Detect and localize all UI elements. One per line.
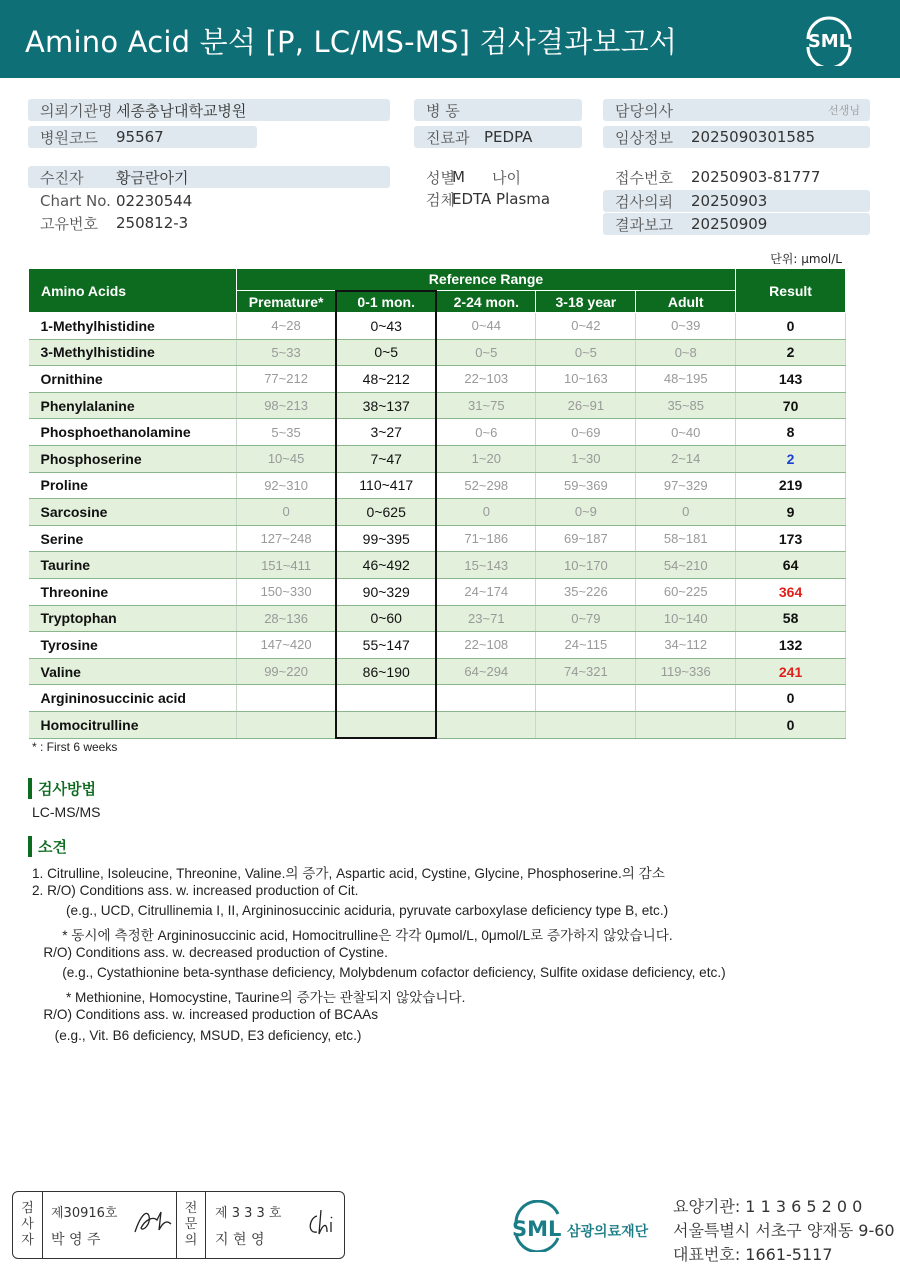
- range-3-18-year: 0~79: [536, 605, 636, 632]
- table-row: [29, 339, 846, 366]
- requester-value: 세종충남대학교병원: [116, 101, 247, 120]
- report-row: 결과보고 20250909: [603, 213, 870, 235]
- examiner-no: 제30916호: [51, 1206, 118, 1221]
- unit-label: 단위: μmol/L: [770, 252, 842, 266]
- ward-row: 병 동: [414, 99, 582, 121]
- hospital-code-row: 병원코드 95567: [28, 126, 257, 148]
- specialist-name: 지 현 영: [215, 1232, 265, 1248]
- premature-range: 150~330: [236, 578, 336, 605]
- adult-range: 35~85: [636, 392, 736, 419]
- col-2-24-mon: 2-24 mon.: [436, 291, 536, 313]
- org-name: 삼광의료재단: [567, 1224, 649, 1240]
- adult-range: 10~140: [636, 605, 736, 632]
- adult-range: 2~14: [636, 445, 736, 472]
- adult-range: [636, 685, 736, 712]
- result-value: 143: [736, 366, 846, 393]
- amino-acid-name: Taurine: [29, 552, 237, 579]
- premature-range: 0: [236, 499, 336, 526]
- premature-range: 147~420: [236, 632, 336, 659]
- findings-line: (e.g., Vit. B6 deficiency, MSUD, E3 deficiency, etc.): [32, 1027, 362, 1043]
- range-0-1-mon: 0~43: [336, 313, 436, 340]
- result-value: 0: [736, 313, 846, 340]
- range-0-1-mon: 90~329: [336, 578, 436, 605]
- sex-value: M: [452, 168, 465, 186]
- col-amino-acids: Amino Acids: [29, 269, 237, 313]
- range-3-18-year: 59~369: [536, 472, 636, 499]
- table-row: [29, 499, 846, 526]
- findings-line: R/O) Conditions ass. w. increased production of BCAAs: [32, 1006, 379, 1022]
- range-2-24-mon: 0~6: [436, 419, 536, 446]
- range-0-1-mon: 110~417: [336, 472, 436, 499]
- range-2-24-mon: 0~5: [436, 339, 536, 366]
- findings-line: (e.g., Cystathionine beta-synthase deficiency, Molybdenum cofactor deficiency, Sulfite oxidase deficiency, etc.): [32, 965, 726, 981]
- range-0-1-mon: 7~47: [336, 445, 436, 472]
- premature-range: 5~35: [236, 419, 336, 446]
- receipt-row: 접수번호 20250903-81777: [615, 168, 821, 187]
- chart-no-row: Chart No. 02230544: [40, 192, 193, 210]
- range-0-1-mon: 46~492: [336, 552, 436, 579]
- premature-range: 10~45: [236, 445, 336, 472]
- findings-line: (e.g., UCD, Citrullinemia I, II, Argininosuccinic aciduria, pyruvate carboxylase deficiency type B, etc.): [32, 903, 669, 919]
- table-row: [29, 525, 846, 552]
- footer-info: [673, 1195, 895, 1267]
- range-2-24-mon: 0: [436, 499, 536, 526]
- address: 서울특별시 서초구 양재동 9-60: [673, 1221, 895, 1240]
- patient-name-row: 수진자 황금란아기: [28, 166, 390, 188]
- chart-no-value: 02230544: [116, 192, 193, 210]
- amino-acid-name: Serine: [29, 525, 237, 552]
- range-2-24-mon: 24~174: [436, 578, 536, 605]
- result-value: 70: [736, 392, 846, 419]
- range-3-18-year: 69~187: [536, 525, 636, 552]
- amino-acid-name: Phosphoserine: [29, 445, 237, 472]
- specialist-label: 전 문 의: [176, 1192, 206, 1258]
- adult-range: 34~112: [636, 632, 736, 659]
- footer-logo-text: SML: [512, 1217, 562, 1241]
- amino-acid-name: Valine: [29, 658, 237, 685]
- premature-range: 98~213: [236, 392, 336, 419]
- specimen-row: 검체 EDTA Plasma: [426, 190, 551, 209]
- result-value: 241: [736, 658, 846, 685]
- col-3-18-year: 3-18 year: [536, 291, 636, 313]
- range-0-1-mon: 99~395: [336, 525, 436, 552]
- range-0-1-mon: 0~5: [336, 339, 436, 366]
- signature-box: [12, 1191, 345, 1259]
- amino-acid-table: [28, 268, 846, 739]
- amino-acid-name: Tryptophan: [29, 605, 237, 632]
- sex-age-row: 성별 M 나이: [426, 168, 521, 187]
- clinical-info-row: 임상정보 2025090301585: [603, 126, 870, 148]
- range-2-24-mon: [436, 685, 536, 712]
- footer-logo: [510, 1200, 660, 1256]
- table-row: [29, 313, 846, 340]
- table-row: [29, 711, 846, 738]
- department-row: 진료과 PEDPA: [414, 126, 582, 148]
- amino-acid-name: Argininosuccinic acid: [29, 685, 237, 712]
- amino-acid-name: Proline: [29, 472, 237, 499]
- range-2-24-mon: 64~294: [436, 658, 536, 685]
- adult-range: 0: [636, 499, 736, 526]
- premature-range: 92~310: [236, 472, 336, 499]
- examiner-name: 박 영 주: [51, 1232, 101, 1248]
- range-3-18-year: [536, 711, 636, 738]
- result-value: 0: [736, 685, 846, 712]
- range-3-18-year: 74~321: [536, 658, 636, 685]
- phone: 대표번호: 1661-5117: [673, 1245, 833, 1264]
- examiner-signature-icon: [131, 1206, 175, 1240]
- doctor-row: 담당의사 선생님: [603, 99, 870, 121]
- range-3-18-year: 0~69: [536, 419, 636, 446]
- result-value: 2: [736, 445, 846, 472]
- examiner-label: 검 사 자: [13, 1192, 43, 1258]
- premature-range: 151~411: [236, 552, 336, 579]
- table-row: [29, 685, 846, 712]
- method-value: LC-MS/MS: [32, 804, 101, 820]
- adult-range: 58~181: [636, 525, 736, 552]
- specimen-value: EDTA Plasma: [452, 190, 551, 208]
- institution-code: 요양기관: 1 1 3 6 5 2 0 0: [673, 1197, 863, 1216]
- range-3-18-year: 0~5: [536, 339, 636, 366]
- result-value: 9: [736, 499, 846, 526]
- report-date-value: 20250909: [691, 215, 768, 233]
- findings-line: 1. Citrulline, Isoleucine, Threonine, Valine.의 증가, Aspartic acid, Cystine, Glycine, Phosphoserine.의 감소: [32, 866, 665, 881]
- adult-range: 119~336: [636, 658, 736, 685]
- premature-range: 127~248: [236, 525, 336, 552]
- result-value: 2: [736, 339, 846, 366]
- table-row: [29, 605, 846, 632]
- table-row: [29, 366, 846, 393]
- result-value: 64: [736, 552, 846, 579]
- amino-acid-name: Phosphoethanolamine: [29, 419, 237, 446]
- amino-acid-name: 1-Methylhistidine: [29, 313, 237, 340]
- range-2-24-mon: [436, 711, 536, 738]
- adult-range: 0~8: [636, 339, 736, 366]
- table-row: [29, 472, 846, 499]
- premature-range: 5~33: [236, 339, 336, 366]
- department-value: PEDPA: [484, 128, 533, 146]
- range-3-18-year: 24~115: [536, 632, 636, 659]
- clinical-info-value: 2025090301585: [691, 128, 816, 146]
- amino-acid-name: Sarcosine: [29, 499, 237, 526]
- col-0-1-mon: 0-1 mon.: [336, 291, 436, 313]
- range-3-18-year: 26~91: [536, 392, 636, 419]
- amino-acid-name: Phenylalanine: [29, 392, 237, 419]
- range-0-1-mon: 0~625: [336, 499, 436, 526]
- hospital-code-value: 95567: [116, 128, 164, 146]
- range-3-18-year: [536, 685, 636, 712]
- range-0-1-mon: 3~27: [336, 419, 436, 446]
- col-result: Result: [736, 269, 846, 313]
- range-2-24-mon: 1~20: [436, 445, 536, 472]
- adult-range: 0~39: [636, 313, 736, 340]
- range-2-24-mon: 22~103: [436, 366, 536, 393]
- range-0-1-mon: 0~60: [336, 605, 436, 632]
- range-0-1-mon: 86~190: [336, 658, 436, 685]
- result-value: 132: [736, 632, 846, 659]
- result-value: 58: [736, 605, 846, 632]
- premature-range: [236, 711, 336, 738]
- findings-title: 소견: [28, 836, 67, 857]
- range-0-1-mon: [336, 685, 436, 712]
- result-value: 219: [736, 472, 846, 499]
- adult-range: 0~40: [636, 419, 736, 446]
- findings-line: 2. R/O) Conditions ass. w. increased production of Cit.: [32, 882, 359, 898]
- range-2-24-mon: 23~71: [436, 605, 536, 632]
- result-value: 173: [736, 525, 846, 552]
- adult-range: 97~329: [636, 472, 736, 499]
- range-2-24-mon: 22~108: [436, 632, 536, 659]
- unique-no-row: 고유번호 250812-3: [40, 214, 189, 233]
- table-row: [29, 578, 846, 605]
- footnote: * : First 6 weeks: [32, 740, 118, 754]
- table-row: [29, 658, 846, 685]
- range-2-24-mon: 15~143: [436, 552, 536, 579]
- range-2-24-mon: 52~298: [436, 472, 536, 499]
- range-2-24-mon: 71~186: [436, 525, 536, 552]
- table-row: [29, 552, 846, 579]
- range-2-24-mon: 0~44: [436, 313, 536, 340]
- adult-range: 54~210: [636, 552, 736, 579]
- amino-acid-name: Tyrosine: [29, 632, 237, 659]
- findings-text: [32, 862, 726, 1048]
- range-3-18-year: 0~42: [536, 313, 636, 340]
- range-2-24-mon: 31~75: [436, 392, 536, 419]
- adult-range: [636, 711, 736, 738]
- range-3-18-year: 10~170: [536, 552, 636, 579]
- report-header: [0, 0, 900, 78]
- method-title: 검사방법: [28, 778, 96, 799]
- range-3-18-year: 10~163: [536, 366, 636, 393]
- findings-line: * 동시에 측정한 Argininosuccinic acid, Homocitrulline은 각각 0μmol/L, 0μmol/L로 증가하지 않았습니다.: [32, 928, 673, 944]
- premature-range: 28~136: [236, 605, 336, 632]
- amino-acid-name: Homocitrulline: [29, 711, 237, 738]
- sml-logo-icon: [800, 12, 858, 66]
- table-row: [29, 419, 846, 446]
- specialist-signature-icon: [305, 1206, 343, 1240]
- col-adult: Adult: [636, 291, 736, 313]
- amino-acid-name: Threonine: [29, 578, 237, 605]
- range-0-1-mon: [336, 711, 436, 738]
- col-premature: Premature*: [236, 291, 336, 313]
- adult-range: 48~195: [636, 366, 736, 393]
- adult-range: 60~225: [636, 578, 736, 605]
- amino-acid-name: Ornithine: [29, 366, 237, 393]
- premature-range: [236, 685, 336, 712]
- table-row: [29, 632, 846, 659]
- range-3-18-year: 35~226: [536, 578, 636, 605]
- amino-acid-name: 3-Methylhistidine: [29, 339, 237, 366]
- result-value: 8: [736, 419, 846, 446]
- range-0-1-mon: 55~147: [336, 632, 436, 659]
- patient-name-value: 황금란아기: [116, 168, 189, 187]
- receipt-value: 20250903-81777: [691, 168, 821, 186]
- report-title: Amino Acid 분석 [P, LC/MS-MS] 검사결과보고서: [25, 25, 678, 59]
- col-reference-range: Reference Range: [236, 269, 735, 291]
- request-date-value: 20250903: [691, 192, 768, 210]
- requester-row: 의뢰기관명 세종충남대학교병원: [28, 99, 390, 121]
- findings-line: R/O) Conditions ass. w. decreased production of Cystine.: [32, 944, 388, 960]
- premature-range: 4~28: [236, 313, 336, 340]
- premature-range: 77~212: [236, 366, 336, 393]
- range-3-18-year: 0~9: [536, 499, 636, 526]
- request-row: 검사의뢰 20250903: [603, 190, 870, 212]
- range-0-1-mon: 48~212: [336, 366, 436, 393]
- unique-no-value: 250812-3: [116, 214, 189, 232]
- logo-text: SML: [807, 31, 851, 52]
- table-row: [29, 445, 846, 472]
- result-value: 364: [736, 578, 846, 605]
- table-row: [29, 392, 846, 419]
- range-0-1-mon: 38~137: [336, 392, 436, 419]
- specialist-no: 제 3 3 3 호: [215, 1206, 282, 1221]
- findings-line: * Methionine, Homocystine, Taurine의 증가는 관찰되지 않았습니다.: [32, 990, 466, 1006]
- result-value: 0: [736, 711, 846, 738]
- range-3-18-year: 1~30: [536, 445, 636, 472]
- premature-range: 99~220: [236, 658, 336, 685]
